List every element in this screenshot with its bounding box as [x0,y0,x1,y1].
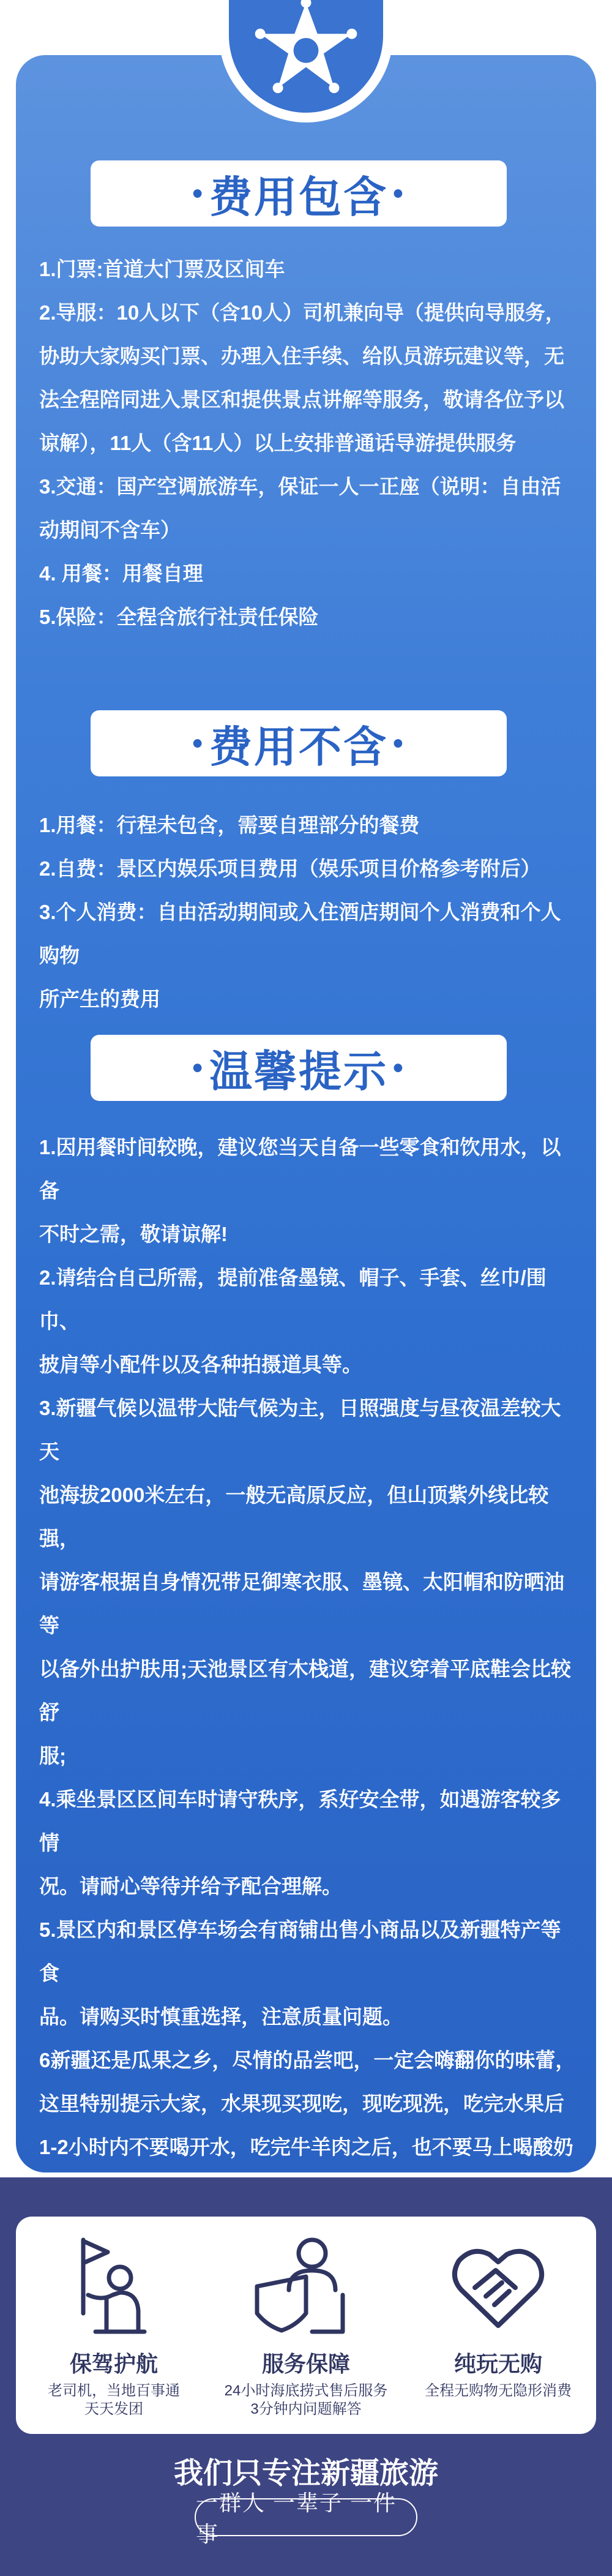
feature-desc: 天天发团 [84,2401,143,2417]
list-item: 2.导服：10人以下（含10人）司机兼向导（提供向导服务， [39,301,565,324]
handshake-heart-icon [443,2234,553,2338]
feature-title: 保驾护航 [69,2352,158,2376]
sheriff-star-icon [254,0,358,100]
list-item: 3.新疆气候以温带大陆气候为主，日照强度与昼夜温差较大天 [39,1397,561,1463]
service-shield-icon [251,2234,361,2338]
feature-desc: 老司机，当地百事通 [48,2383,180,2399]
section-title-fees-included [91,160,507,227]
list-item: 谅解），11人（含11人）以上安排普通话导游提供服务 [39,432,517,454]
dot-icon: • [393,1051,405,1084]
list-item: 披肩等小配件以及各种拍摄道具等。 [39,1353,362,1376]
feature-desc: 全程无购物无隐形消费 [425,2383,572,2399]
list-item: 服; [39,1744,66,1767]
list-item: 2.请结合自己所需，提前准备墨镜、帽子、手套、丝巾/围巾、 [39,1266,547,1332]
warm-tips-list [39,1125,578,2343]
section-title-text: 温馨提示 [209,1047,388,1095]
list-item: 不时之需，敬请谅解! [39,1223,228,1245]
list-item: 5.景区内和景区停车场会有商铺出售小商品以及新疆特产等食 [39,1918,561,1985]
footer-tagline: 一群人 一辈子 一件事 [195,2498,417,2536]
list-item: 3.交通：国产空调旅游车，保证一人一正座（说明：自由活 [39,475,561,498]
list-item: 动期间不含车） [39,519,181,541]
dot-icon: • [192,1051,204,1084]
list-item: 以备外出护肤用;天池景区有木栈道，建议穿着平底鞋会比较舒 [39,1658,571,1724]
feature-desc: 24小时海底捞式售后服务 [224,2383,388,2399]
section-title-warm-tips [91,1035,507,1101]
features-card [16,2217,596,2434]
section-title-text: 费用不含 [209,723,388,771]
guide-flag-icon [59,2234,169,2338]
section-title-text: 费用包含 [209,173,388,221]
list-item: 1.因用餐时间较晚，建议您当天自备一些零食和饮用水，以备 [39,1136,561,1202]
feature-title: 纯玩无购 [453,2352,542,2376]
list-item: 4. 用餐：用餐自理 [39,562,203,585]
list-item: 法全程陪同进入景区和提供景点讲解等服务，敬请各位予以 [39,388,564,411]
list-item: 1.用餐：行程未包含，需要自理部分的餐费 [39,814,420,836]
list-item: 池海拔2000米左右，一般无高原反应，但山顶紫外线比较强， [39,1484,549,1550]
list-item: 5.保险：全程含旅行社责任保险 [39,606,319,628]
feature-no-shopping [406,2234,590,2400]
list-item: 4.乘坐景区区间车时请守秩序，系好安全带，如遇游客较多情 [39,1788,561,1854]
fees-excluded-list [39,803,578,1021]
list-item: 请游客根据自身情况带足御寒衣服、墨镜、太阳帽和防晒油等 [39,1571,564,1637]
list-item: 品。请购买时慎重选择，注意质量问题。 [39,2005,403,2028]
list-item: 6新疆还是瓜果之乡，尽情的品尝吧，一定会嗨翻你的味蕾， [39,2049,576,2071]
list-item: 所产生的费用 [39,988,160,1010]
fees-included-list [39,247,578,639]
list-item: 协助大家购买门票、办理入住手续、给队员游玩建议等，无 [39,345,564,367]
feature-service [214,2234,398,2419]
section-title-fees-excluded [91,710,507,776]
list-item: 1-2小时内不要喝开水，吃完牛羊肉之后，也不要马上喝酸奶 [39,2136,573,2158]
dot-icon: • [393,177,405,210]
dot-icon: • [393,727,405,760]
list-item: 3.个人消费：自由活动期间或入住酒店期间个人消费和个人购物 [39,901,561,967]
feature-title: 服务保障 [261,2352,350,2376]
dot-icon: • [192,177,204,210]
footer-slogan: 我们只专注新疆旅游 [173,2457,438,2490]
dot-icon: • [192,727,204,760]
feature-desc: 3分钟内问题解答 [250,2401,362,2417]
feature-guide [22,2234,206,2419]
list-item: 1.门票:首道大门票及区间车 [39,258,285,280]
list-item: 2.自费：景区内娱乐项目费用（娱乐项目价格参考附后） [39,857,541,880]
list-item: 况。请耐心等待并给予配合理解。 [39,1875,342,1898]
list-item: 这里特别提示大家，水果现买现吃，现吃现洗，吃完水果后 [39,2092,564,2115]
